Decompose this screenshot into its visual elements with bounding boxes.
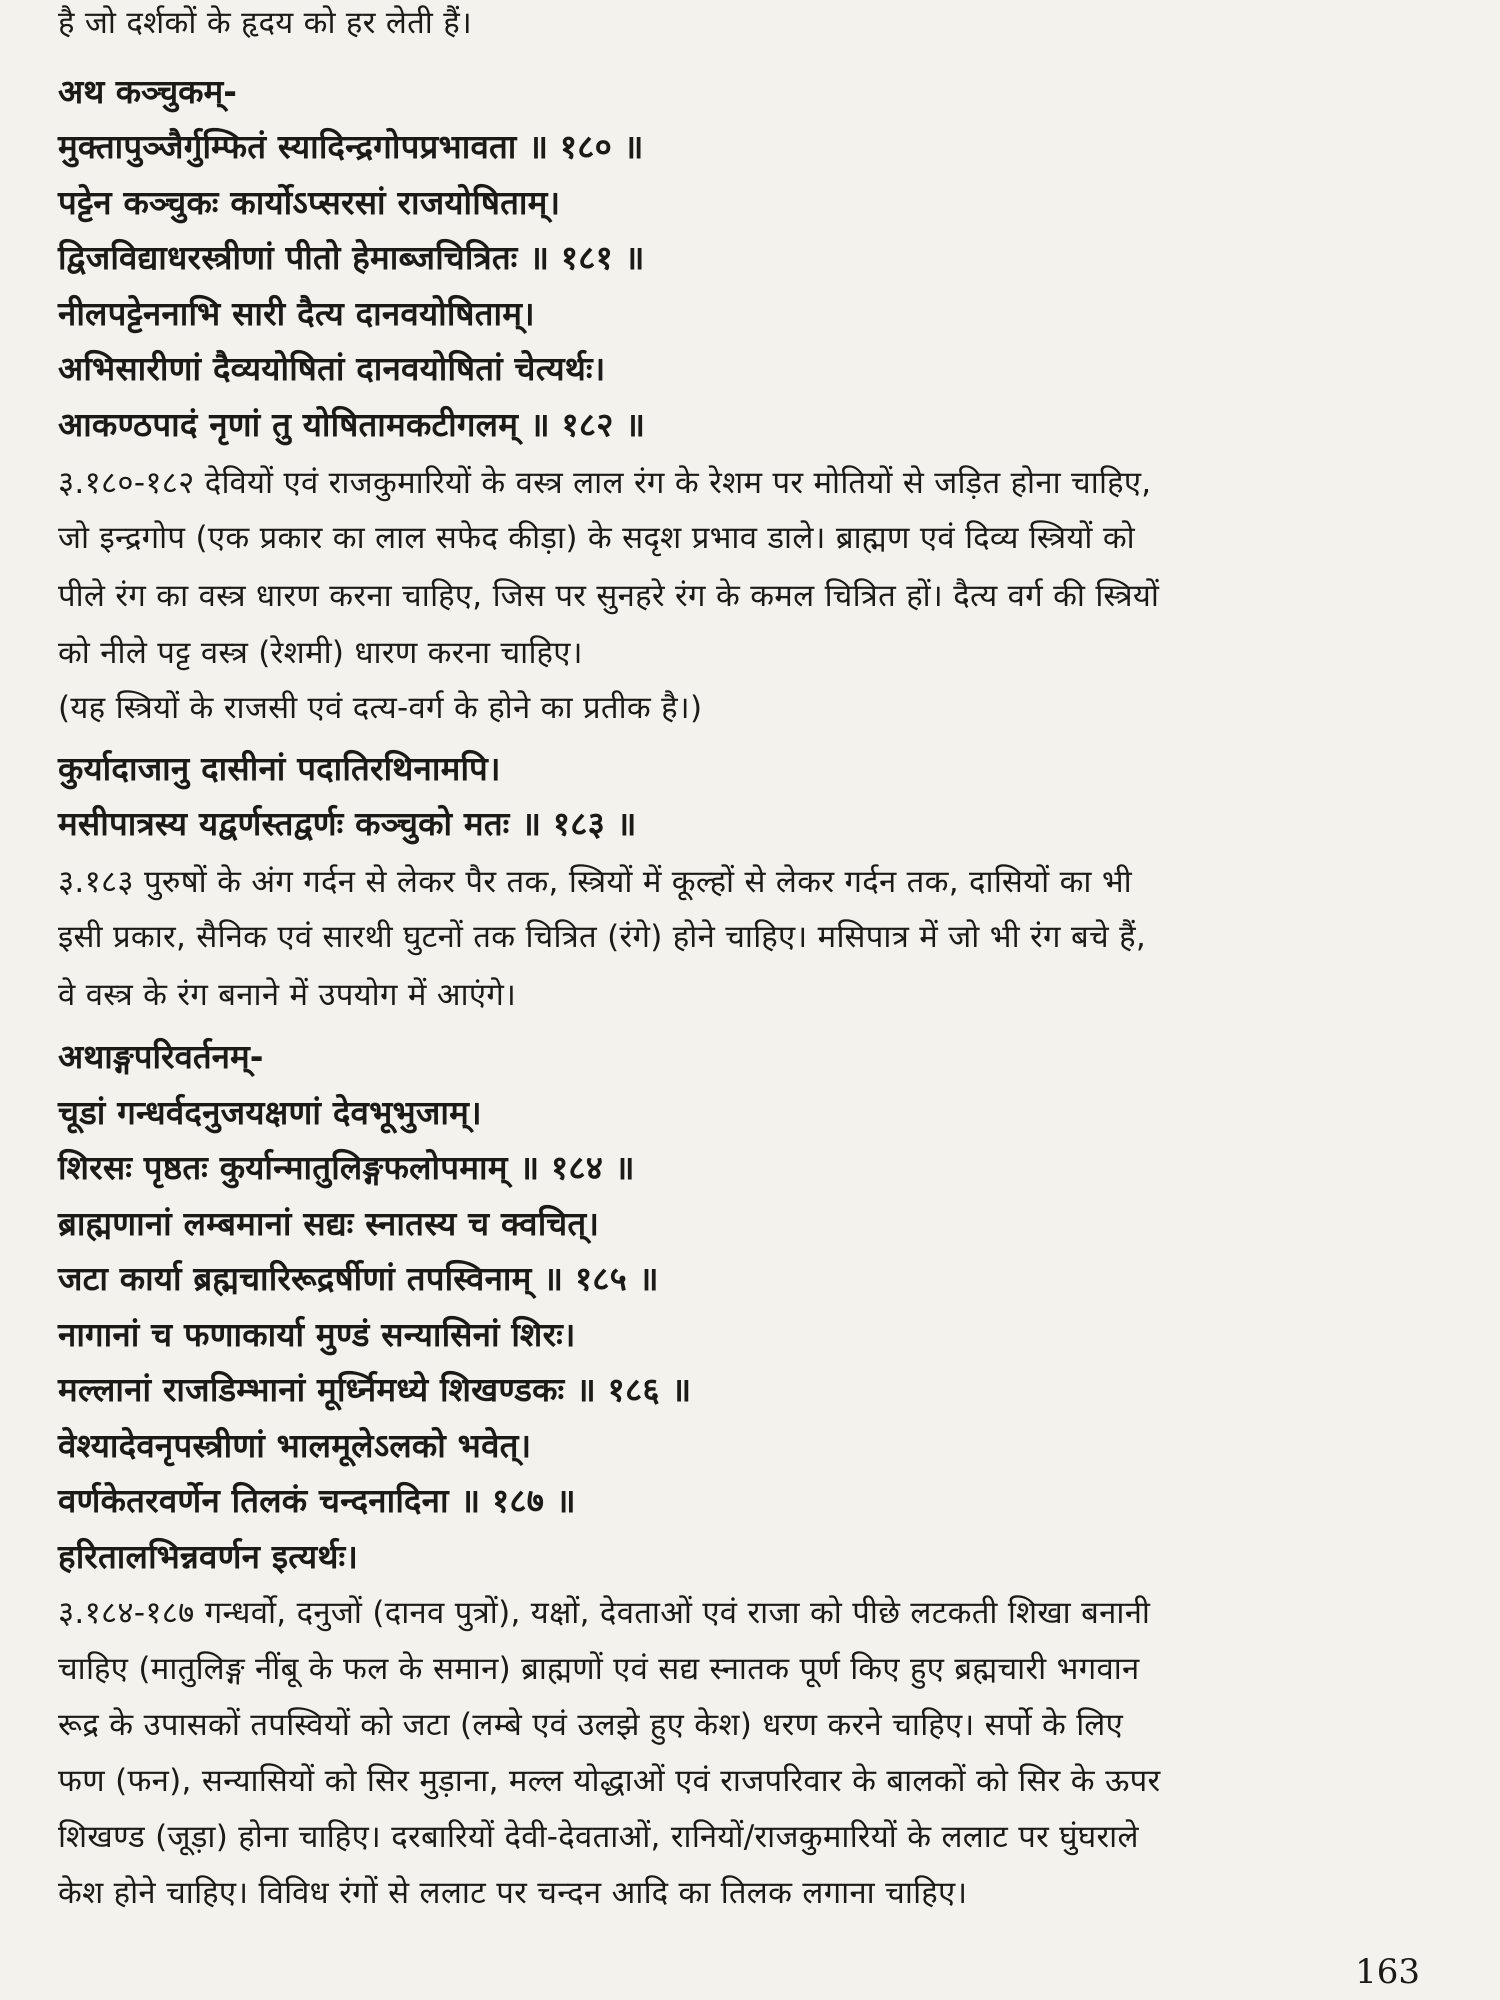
verse-line: शिरसः पृष्ठतः कुर्यान्मातुलिङ्गफलोपमाम् ॥ १८४ ॥	[58, 1148, 635, 1187]
prose-line: चाहिए (मातुलिङ्ग नींबू के फल के समान) ब्राह्मणों एवं सद्य स्नातक पूर्ण किए हुए ब्रह्मचारी भगवान	[58, 1651, 1140, 1687]
page-number: 163	[1355, 1952, 1420, 1992]
verse-line: जटा कार्या ब्रह्मचारिरूद्रर्षीणां तपस्विनाम् ॥ १८५ ॥	[58, 1259, 659, 1298]
verse-line: वर्णकेतरवर्णेन तिलकं चन्दनादिना ॥ १८७ ॥	[58, 1481, 576, 1520]
verse-line: हरितालभिन्नवर्णन इत्यर्थः।	[58, 1537, 359, 1576]
verse-line: नीलपट्टेननाभि सारी दैत्य दानवयोषिताम्।	[58, 294, 535, 333]
verse-line: मसीपात्रस्य यद्वर्णस्तद्वर्णः कञ्चुको मतः ॥ १८३ ॥	[58, 804, 637, 843]
prose-line: को नीले पट्ट वस्त्र (रेशमी) धारण करना चाहिए।	[58, 635, 583, 671]
section-heading: अथाङ्गपरिवर्तनम्-	[58, 1037, 264, 1076]
verse-line: द्विजविद्याधरस्त्रीणां पीतो हेमाब्जचित्रितः ॥ १८१ ॥	[58, 238, 645, 277]
prose-line: ३.१८३ पुरुषों के अंग गर्दन से लेकर पैर तक, स्त्रियों में कूल्हों से लेकर गर्दन तक, दासियों का भी	[58, 864, 1133, 900]
verse-line: अभिसारीणां दैव्ययोषितां दानवयोषितां चेत्यर्थः।	[58, 349, 606, 388]
prose-line: ३.१८०-१८२ देवियों एवं राजकुमारियों के वस्त्र लाल रंग के रेशम पर मोतियों से जड़ित होना चाहिए,	[58, 465, 1152, 501]
verse-line: कुर्यादाजानु दासीनां पदातिरथिनामपि।	[58, 749, 501, 788]
prose-line: ३.१८४-१८७ गन्धर्वो, दनुजों (दानव पुत्रों), यक्षों, देवताओं एवं राजा को पीछे लटकती शिखा बनानी	[58, 1595, 1151, 1631]
prose-line: रूद्र के उपासकों तपस्वियों को जटा (लम्बे एवं उलझे हुए केश) धरण करने चाहिए। सर्पो के लिए	[58, 1707, 1124, 1743]
prose-line: इसी प्रकार, सैनिक एवं सारथी घुटनों तक चित्रित (रंगे) होने चाहिए। मसिपात्र में जो भी रंग बचे हैं,	[58, 919, 1146, 955]
section-heading: अथ कञ्चुकम्-	[58, 72, 237, 111]
verse-line: ब्राह्मणानां लम्बमानां सद्यः स्नातस्य च क्वचित्।	[58, 1204, 600, 1243]
prose-line: केश होने चाहिए। विविध रंगों से ललाट पर चन्दन आदि का तिलक लगाना चाहिए।	[58, 1875, 968, 1911]
prose-line: जो इन्द्रगोप (एक प्रकार का लाल सफेद कीड़ा) के सदृश प्रभाव डाले। ब्राह्मण एवं दिव्य स्त्रियों को	[58, 520, 1135, 556]
verse-line: मल्लानां राजडिम्भानां मूर्ध्निमध्ये शिखण्डकः ॥ १८६ ॥	[58, 1370, 692, 1409]
verse-line: वेश्यादेवनृपस्त्रीणां भालमूलेऽलको भवेत्।	[58, 1426, 532, 1465]
prose-line: शिखण्ड (जूड़ा) होना चाहिए। दरबारियों देवी-देवताओं, रानियों/राजकुमारियों के ललाट पर घुंघराले	[58, 1819, 1139, 1855]
prose-line: (यह स्त्रियों के राजसी एवं दत्य-वर्ग के होने का प्रतीक है।)	[58, 690, 703, 726]
prose-line: वे वस्त्र के रंग बनाने में उपयोग में आएंगे।	[58, 977, 517, 1013]
verse-line: चूडां गन्धर्वदनुजयक्षणां देवभूभुजाम्।	[58, 1093, 482, 1132]
verse-line: पट्टेन कञ्चुकः कार्योऽप्सरसां राजयोषिताम्।	[58, 183, 561, 222]
prose-line: है जो दर्शकों के हृदय को हर लेती हैं।	[58, 5, 473, 41]
prose-line: पीले रंग का वस्त्र धारण करना चाहिए, जिस पर सुनहरे रंग के कमल चित्रित हों। दैत्य वर्ग की स्त्रियों	[58, 578, 1160, 614]
verse-line: आकण्ठपादं नृणां तु योषितामकटीगलम् ॥ १८२ ॥	[58, 405, 646, 444]
verse-line: मुक्तापुञ्जैर्गुम्फितं स्यादिन्द्रगोपप्रभावता ॥ १८० ॥	[58, 127, 644, 166]
prose-line: फण (फन), सन्यासियों को सिर मुड़ाना, मल्ल योद्धाओं एवं राजपरिवार के बालकों को सिर के ऊपर	[58, 1763, 1161, 1799]
verse-line: नागानां च फणाकार्या मुण्डं सन्यासिनां शिरः।	[58, 1315, 576, 1354]
